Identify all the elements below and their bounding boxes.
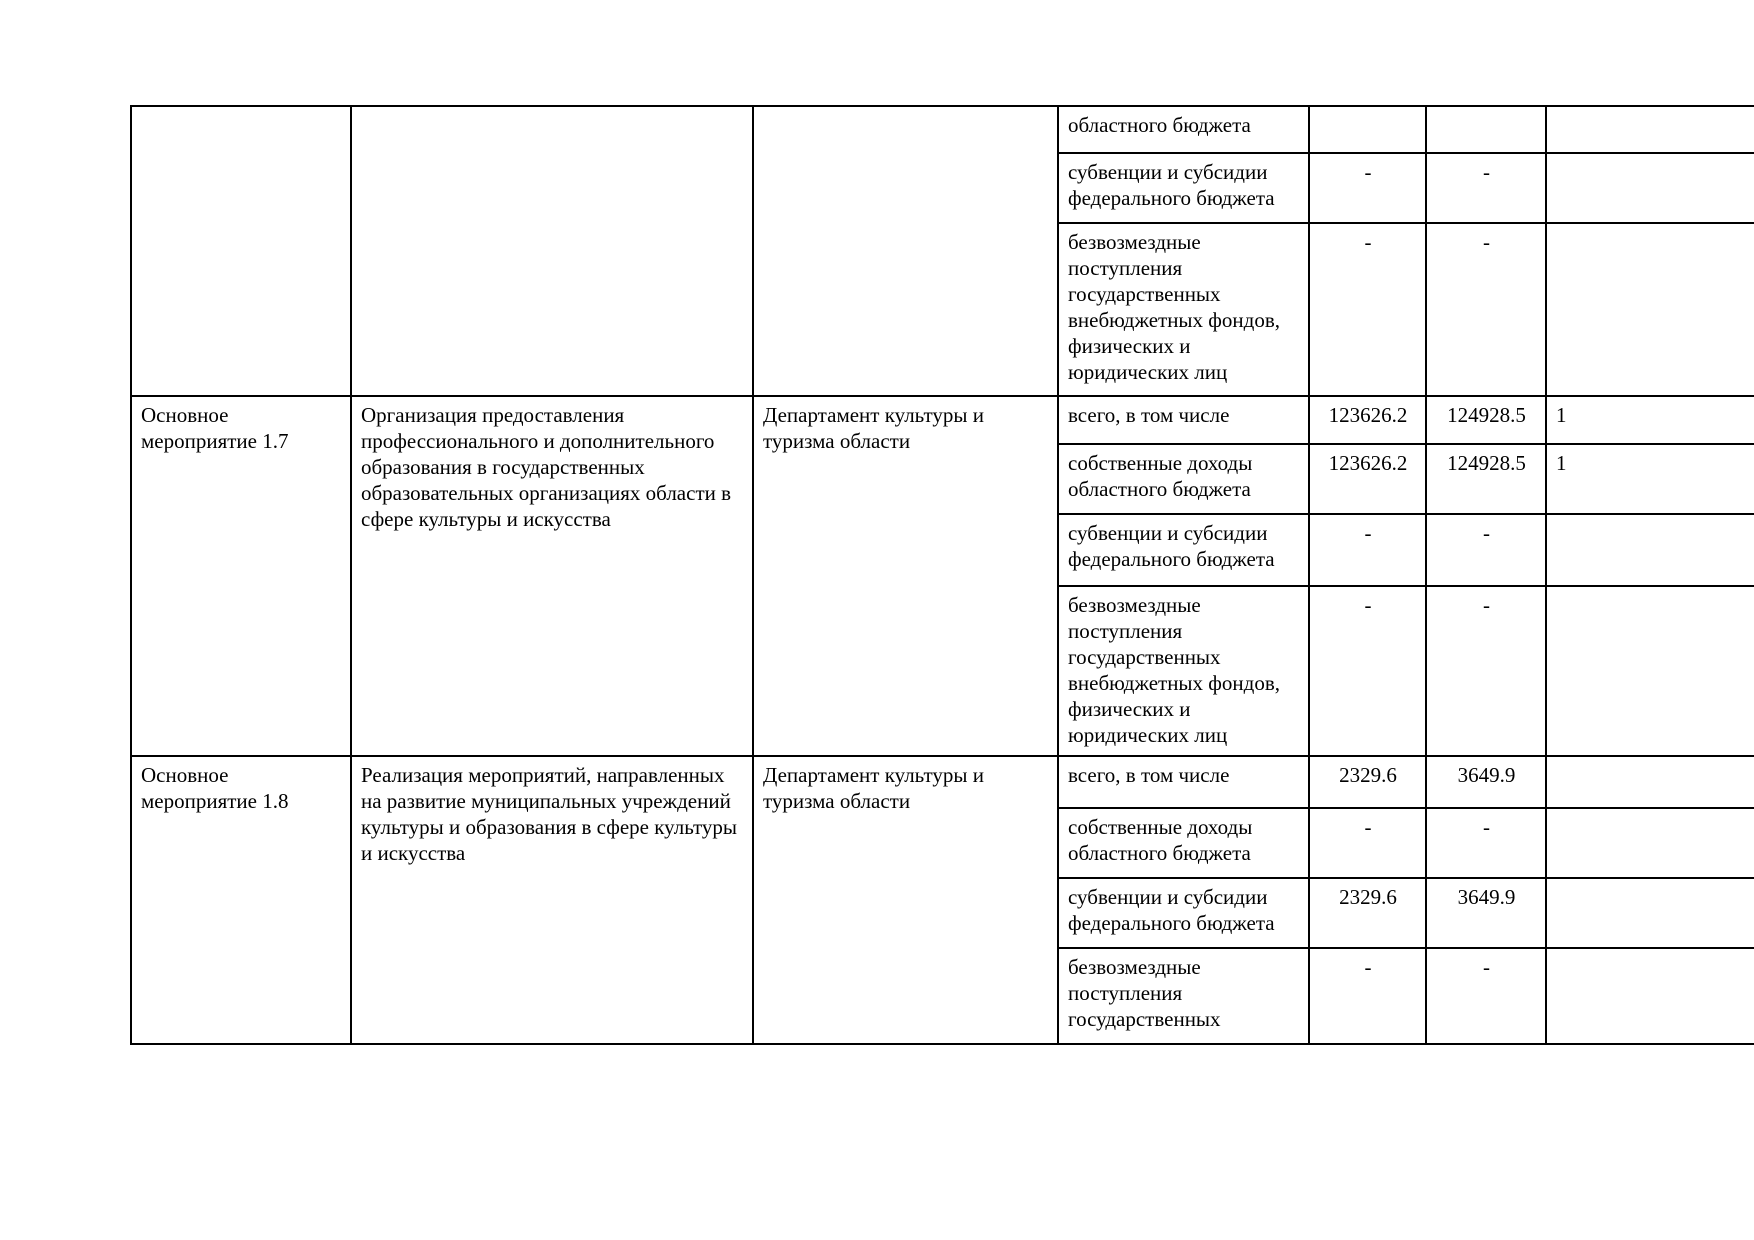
executor-cell (753, 106, 1058, 396)
value-cell-year2: 124928.5 (1426, 444, 1546, 514)
value-cell-year1: - (1309, 808, 1426, 878)
value-cell-year1: - (1309, 153, 1426, 223)
value-cell-year2: - (1426, 808, 1546, 878)
value-cell-year2 (1426, 106, 1546, 153)
value-cell-year3 (1546, 756, 1754, 808)
funding-source-cell: безвозмездные поступления государственных внебюджетных фондов, физических и юридических лиц (1058, 223, 1309, 396)
value-cell-year3 (1546, 223, 1754, 396)
value-cell-year1: - (1309, 514, 1426, 586)
value-cell-year1: - (1309, 586, 1426, 756)
value-cell-year2: 3649.9 (1426, 756, 1546, 808)
value-cell-year3 (1546, 586, 1754, 756)
value-cell-year3 (1546, 808, 1754, 878)
funding-source-cell: областного бюджета (1058, 106, 1309, 153)
funding-source-cell: субвенции и субсидии федерального бюджета (1058, 153, 1309, 223)
description-cell (351, 106, 753, 396)
table-row (131, 396, 1754, 444)
funding-source-cell: собственные доходы областного бюджета (1058, 808, 1309, 878)
description-cell: Организация предоставления профессионального и дополнительного образования в государственных образовательных организациях области в сфере культуры и искусства (351, 396, 753, 756)
value-cell-year1: 2329.6 (1309, 878, 1426, 948)
value-cell-year3 (1546, 948, 1754, 1044)
value-cell-year1: 123626.2 (1309, 444, 1426, 514)
table-row (131, 756, 1754, 808)
value-cell-year1: 2329.6 (1309, 756, 1426, 808)
value-cell-year3 (1546, 878, 1754, 948)
value-cell-year2: 3649.9 (1426, 878, 1546, 948)
funding-source-cell: субвенции и субсидии федерального бюджета (1058, 878, 1309, 948)
value-cell-year2: - (1426, 514, 1546, 586)
value-cell-year3: 1 (1546, 396, 1754, 444)
activity-cell (131, 106, 351, 396)
executor-cell: Департамент культуры и туризма области (753, 396, 1058, 756)
activity-cell: Основное мероприятие 1.7 (131, 396, 351, 756)
funding-source-cell: всего, в том числе (1058, 396, 1309, 444)
funding-source-cell: безвозмездные поступления государственных (1058, 948, 1309, 1044)
value-cell-year2: - (1426, 223, 1546, 396)
value-cell-year1 (1309, 106, 1426, 153)
value-cell-year2: - (1426, 153, 1546, 223)
value-cell-year2: - (1426, 586, 1546, 756)
funding-source-cell: собственные доходы областного бюджета (1058, 444, 1309, 514)
value-cell-year3 (1546, 106, 1754, 153)
table-row (131, 106, 1754, 153)
funding-source-cell: всего, в том числе (1058, 756, 1309, 808)
value-cell-year1: - (1309, 223, 1426, 396)
value-cell-year3 (1546, 514, 1754, 586)
value-cell-year3: 1 (1546, 444, 1754, 514)
value-cell-year1: - (1309, 948, 1426, 1044)
value-cell-year1: 123626.2 (1309, 396, 1426, 444)
funding-source-cell: субвенции и субсидии федерального бюджета (1058, 514, 1309, 586)
description-cell: Реализация мероприятий, направленных на развитие муниципальных учреждений культуры и образования в сфере культуры и искусства (351, 756, 753, 1044)
activity-cell: Основное мероприятие 1.8 (131, 756, 351, 1044)
value-cell-year2: 124928.5 (1426, 396, 1546, 444)
executor-cell: Департамент культуры и туризма области (753, 756, 1058, 1044)
budget-table (130, 105, 1754, 1045)
funding-source-cell: безвозмездные поступления государственных внебюджетных фондов, физических и юридических лиц (1058, 586, 1309, 756)
value-cell-year3 (1546, 153, 1754, 223)
value-cell-year2: - (1426, 948, 1546, 1044)
